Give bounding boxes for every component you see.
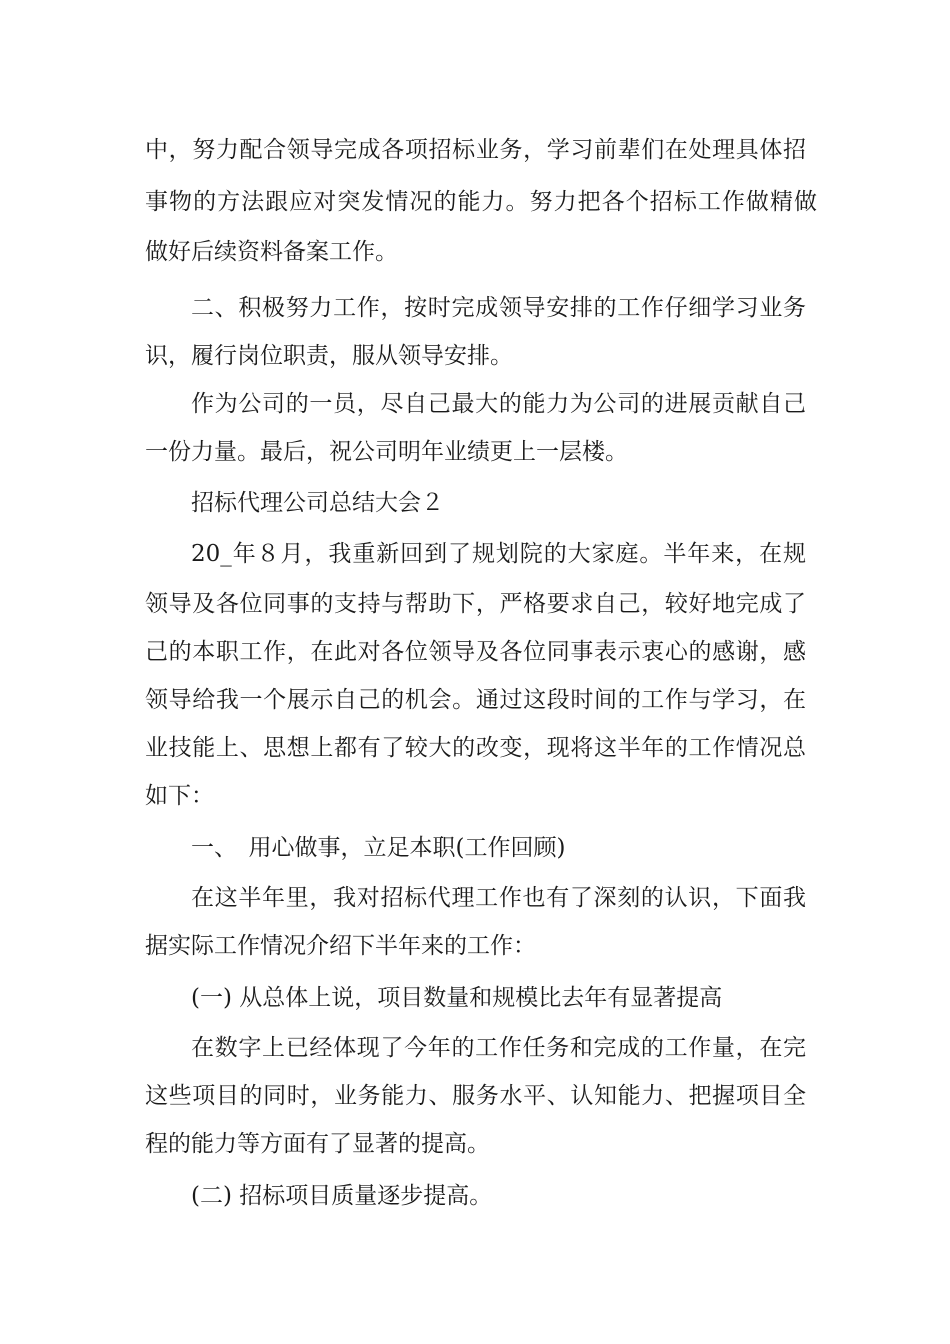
paragraph-5-line-1: 在这半年里，我对招标代理工作也有了深刻的认识，下面我 [191,885,806,911]
paragraph-4-line-5: 业技能上、思想上都有了较大的改变，现将这半年的工作情况总 [145,735,806,761]
paragraph-4-line-1: 20_年８月，我重新回到了规划院的大家庭。半年来，在规 [191,541,806,567]
paragraph-4-line-4: 领导给我一个展示自己的机会。通过这段时间的工作与学习，在 [145,687,806,713]
paragraph-2-line-1: 二、积极努力工作，按时完成领导安排的工作仔细学习业务 [191,295,806,321]
subheading-one: 一、 用心做事，立足本职(工作回顾) [191,835,566,861]
paragraph-5-line-2: 据实际工作情况介绍下半年来的工作： [145,933,536,959]
paragraph-6-line-1: 在数字上已经体现了今年的工作任务和完成的工作量，在完 [191,1035,806,1061]
paragraph-1-line-3: 做好后续资料备案工作。 [145,239,398,265]
subheading-1: (一) 从总体上说，项目数量和规模比去年有显著提高 [191,985,723,1011]
paragraph-1-line-2: 事物的方法跟应对突发情况的能力。努力把各个招标工作做精做 [145,189,817,215]
section-heading: 招标代理公司总结大会２ [191,490,444,516]
paragraph-2-line-2: 识，履行岗位职责，服从领导安排。 [145,343,513,369]
paragraph-1-line-1: 中，努力配合领导完成各项招标业务，学习前辈们在处理具体招 [145,137,806,163]
paragraph-4-line-6: 如下： [145,783,214,809]
subheading-2: (二) 招标项目质量逐步提高。 [191,1183,493,1209]
paragraph-4-line-3: 己的本职工作，在此对各位领导及各位同事表示衷心的感谢，感 [145,639,806,665]
paragraph-3-line-1: 作为公司的一员，尽自己最大的能力为公司的进展贡献自己 [191,391,806,417]
paragraph-6-line-3: 程的能力等方面有了显著的提高。 [145,1131,490,1157]
paragraph-4-line-2: 领导及各位同事的支持与帮助下，严格要求自己，较好地完成了 [145,591,806,617]
paragraph-3-line-2: 一份力量。最后，祝公司明年业绩更上一层楼。 [145,439,628,465]
paragraph-6-line-2: 这些项目的同时，业务能力、服务水平、认知能力、把握项目全 [145,1083,806,1109]
